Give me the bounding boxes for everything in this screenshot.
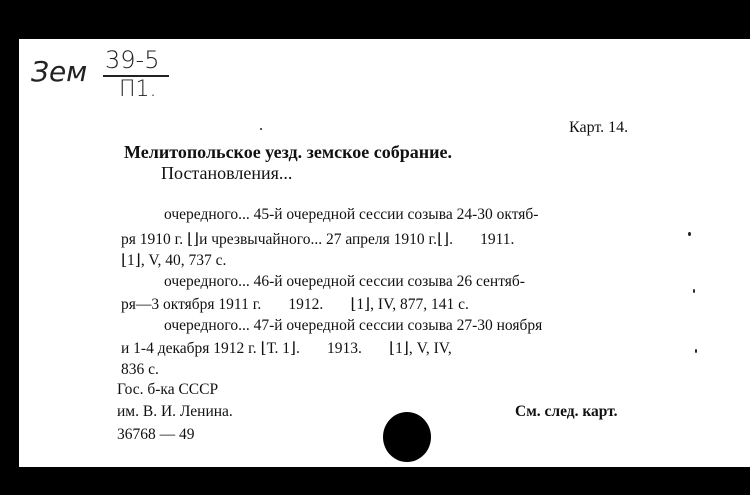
entry-1-line-3: ⌊1⌋, V, 40, 737 с. bbox=[121, 252, 227, 269]
entry-3-line-2: и 1-4 декабря 1912 г. ⌊Т. 1⌋. 1913. ⌊1⌋, V, IV, bbox=[121, 340, 452, 357]
handwritten-denominator: П1. bbox=[119, 77, 157, 102]
entry-3-line-3: 836 с. bbox=[121, 361, 159, 378]
card-subheading: Постановления... bbox=[161, 163, 293, 183]
scan-speck bbox=[688, 232, 691, 236]
catalog-number: 36768 — 49 bbox=[117, 426, 195, 443]
entry-3-line-1: очередного... 47-й очередной сессии созыва 27-30 ноября bbox=[164, 317, 543, 334]
punch-hole bbox=[383, 412, 431, 462]
library-named-after: им. В. И. Ленина. bbox=[117, 403, 233, 420]
entry-2-line-1: очередного... 46-й очередной сессии созыва 26 сентяб- bbox=[164, 273, 525, 290]
handwritten-prefix: Зем bbox=[31, 55, 88, 88]
card-heading: Мелитопольское уезд. земское собрание. bbox=[124, 142, 452, 162]
handwritten-numerator: 39-5 bbox=[105, 46, 160, 74]
catalog-card bbox=[19, 39, 750, 467]
entry-1-line-1: очередного... 45-й очередной сессии созыва 24-30 октяб- bbox=[164, 206, 539, 223]
continuation-note: См. след. карт. bbox=[515, 403, 618, 420]
entry-1-line-2: ря 1910 г. ⌊⌋и чрезвычайного... 27 апреля 1910 г.⌊⌋. 1911. bbox=[121, 231, 515, 248]
scan-speck bbox=[695, 349, 697, 353]
scan-speck bbox=[693, 289, 695, 293]
entry-2-line-2: ря—3 октября 1911 г. 1912. ⌊1⌋, IV, 877, 141 с. bbox=[121, 296, 469, 313]
library-name: Гос. б-ка СССР bbox=[117, 381, 219, 398]
scan-speck bbox=[260, 128, 262, 130]
card-number: Карт. 14. bbox=[569, 119, 629, 136]
